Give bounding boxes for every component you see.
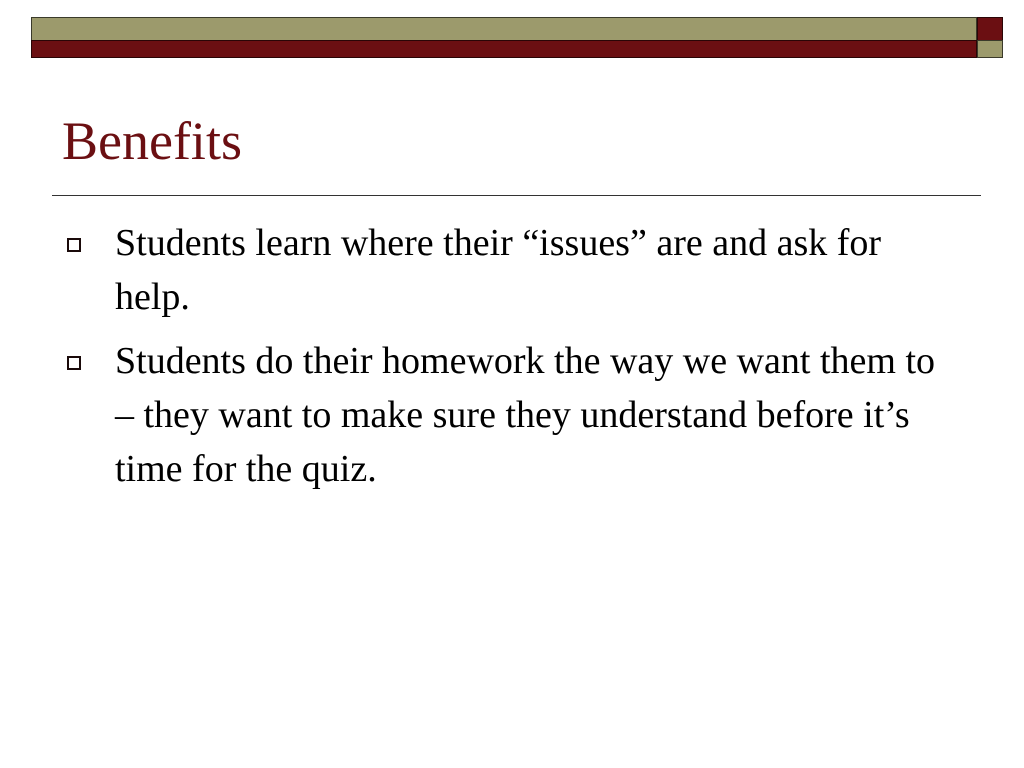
hollow-square-icon: [67, 356, 81, 370]
header-band-olive: [31, 17, 977, 41]
bullet-text: Students do their homework the way we want them to – they want to make sure they understand before it’s time for the quiz.: [115, 340, 936, 490]
hollow-square-icon: [67, 238, 81, 252]
corner-square-olive: [977, 40, 1003, 58]
header-band-maroon: [31, 40, 977, 58]
title-divider: [52, 195, 981, 196]
bullet-item: [62, 334, 962, 496]
bullet-list: [62, 216, 962, 506]
slide-title: Benefits: [62, 111, 242, 171]
corner-square-maroon: [977, 17, 1003, 41]
bullet-item: [62, 216, 962, 324]
bullet-text: Students learn where their “issues” are and ask for help.: [115, 222, 882, 318]
